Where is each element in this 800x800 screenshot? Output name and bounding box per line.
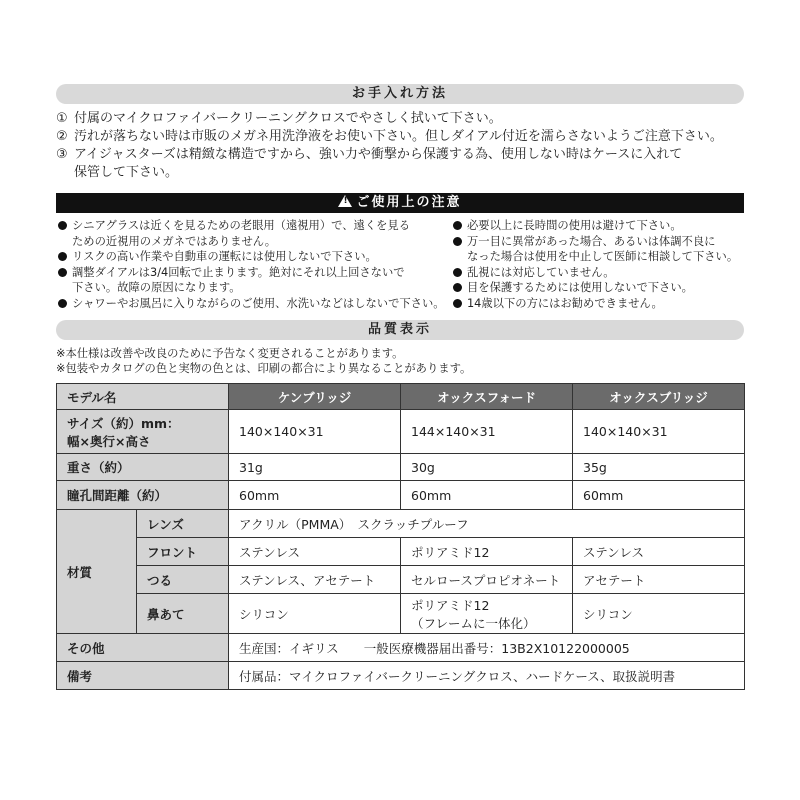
- warning-triangle-icon: [338, 195, 352, 207]
- nose-pad-label: 鼻あて: [137, 594, 229, 634]
- model-name: オックスフォード: [401, 384, 573, 410]
- caution-item: シャワーやお風呂に入りながらのご使用、水洗いなどはしないで下さい。: [58, 296, 448, 312]
- size-value: 140×140×31: [229, 410, 401, 454]
- table-row: [57, 510, 745, 538]
- caution-item: リスクの高い作業や自動車の運転には使用しないで下さい。: [58, 249, 448, 265]
- caution-item: 調整ダイアルは3/4回転で止まります。絶対にそれ以上回さないで 下さい。故障の原因になります。: [58, 265, 448, 296]
- table-row: [57, 662, 745, 690]
- weight-label: 重さ（約）: [57, 454, 229, 481]
- model-name: ケンブリッジ: [229, 384, 401, 410]
- temple-label: つる: [137, 566, 229, 594]
- size-value: 140×140×31: [573, 410, 745, 454]
- disclaimers: [56, 346, 471, 376]
- spec-table: [56, 383, 745, 690]
- bullet-icon: [58, 299, 67, 308]
- pupil-distance-value: 60mm: [573, 481, 745, 510]
- table-row: [57, 634, 745, 662]
- table-row: [57, 538, 745, 566]
- bullet-icon: [58, 268, 67, 277]
- remarks-value: 付属品：マイクロファイバークリーニングクロス、ハードケース、取扱説明書: [229, 662, 745, 690]
- material-label: 材質: [57, 510, 137, 634]
- size-value: 144×140×31: [401, 410, 573, 454]
- caution-item: 目を保護するためには使用しないで下さい。: [453, 280, 753, 296]
- pupil-distance-value: 60mm: [229, 481, 401, 510]
- caution-item: 14歳以下の方にはお勧めできません。: [453, 296, 753, 312]
- bullet-icon: [453, 237, 462, 246]
- bullet-icon: [453, 221, 462, 230]
- temple-value: アセテート: [573, 566, 745, 594]
- weight-value: 35g: [573, 454, 745, 481]
- care-item-continued: 保管して下さい。: [74, 165, 179, 180]
- nose-pad-value: シリコン: [573, 594, 745, 634]
- front-label: フロント: [137, 538, 229, 566]
- other-label: その他: [57, 634, 229, 662]
- bullet-icon: [58, 252, 67, 261]
- caution-section-title: !ご使用上の注意: [56, 193, 744, 213]
- care-item: ① 付属のマイクロファイバークリーニングクロスでやさしく拭いて下さい。: [56, 111, 502, 126]
- size-label: サイズ（約）mm： 幅×奥行×高さ: [57, 410, 229, 454]
- pupil-distance-value: 60mm: [401, 481, 573, 510]
- table-row: [57, 384, 745, 410]
- temple-value: ステンレス、アセテート: [229, 566, 401, 594]
- other-value: 生産国：イギリス 一般医療機器届出番号：13B2X10122000005: [229, 634, 745, 662]
- quality-section-title: 品質表示: [56, 320, 744, 340]
- table-row: [57, 410, 745, 454]
- caution-item: 万一目に異常があった場合、あるいは体調不良に なった場合は使用を中止して医師に相談して下さい。: [453, 234, 753, 265]
- caution-right-column: [453, 218, 753, 311]
- model-name-label: モデル名: [57, 384, 229, 410]
- table-row: [57, 594, 745, 634]
- weight-value: 30g: [401, 454, 573, 481]
- remarks-label: 備考: [57, 662, 229, 690]
- lens-label: レンズ: [137, 510, 229, 538]
- pupil-distance-label: 瞳孔間距離（約）: [57, 481, 229, 510]
- front-value: ステンレス: [573, 538, 745, 566]
- model-name: オックスブリッジ: [573, 384, 745, 410]
- caution-left-column: [58, 218, 448, 311]
- care-item: ② 汚れが落ちない時は市販のメガネ用洗浄液をお使い下さい。但しダイアル付近を濡らさないようご注意下さい。: [56, 129, 723, 144]
- bullet-icon: [58, 221, 67, 230]
- nose-pad-value: ポリアミド12 （フレームに一体化）: [401, 594, 573, 634]
- disclaimer-text: ※本仕様は改善や改良のために予告なく変更されることがあります。: [56, 347, 404, 360]
- caution-item: シニアグラスは近くを見るための老眼用（遠視用）で、遠くを見る ための近視用のメガネではありません。: [58, 218, 448, 249]
- weight-value: 31g: [229, 454, 401, 481]
- caution-item: 必要以上に長時間の使用は避けて下さい。: [453, 218, 753, 234]
- care-item: ③ アイジャスターズは精緻な構造ですから、強い力や衝撃から保護する為、使用しない時はケースに入れて: [56, 147, 683, 162]
- table-row: [57, 454, 745, 481]
- temple-value: セルロースプロピオネート: [401, 566, 573, 594]
- nose-pad-value: シリコン: [229, 594, 401, 634]
- table-row: [57, 481, 745, 510]
- bullet-icon: [453, 268, 462, 277]
- lens-value: アクリル（PMMA） スクラッチプルーフ: [229, 510, 745, 538]
- front-value: ポリアミド12: [401, 538, 573, 566]
- care-instructions: [56, 110, 756, 182]
- front-value: ステンレス: [229, 538, 401, 566]
- table-row: [57, 566, 745, 594]
- bullet-icon: [453, 283, 462, 292]
- caution-item: 乱視には対応していません。: [453, 265, 753, 281]
- disclaimer-text: ※包装やカタログの色と実物の色とは、印刷の都合により異なることがあります。: [56, 362, 472, 375]
- bullet-icon: [453, 299, 462, 308]
- care-section-title: お手入れ方法: [56, 84, 744, 104]
